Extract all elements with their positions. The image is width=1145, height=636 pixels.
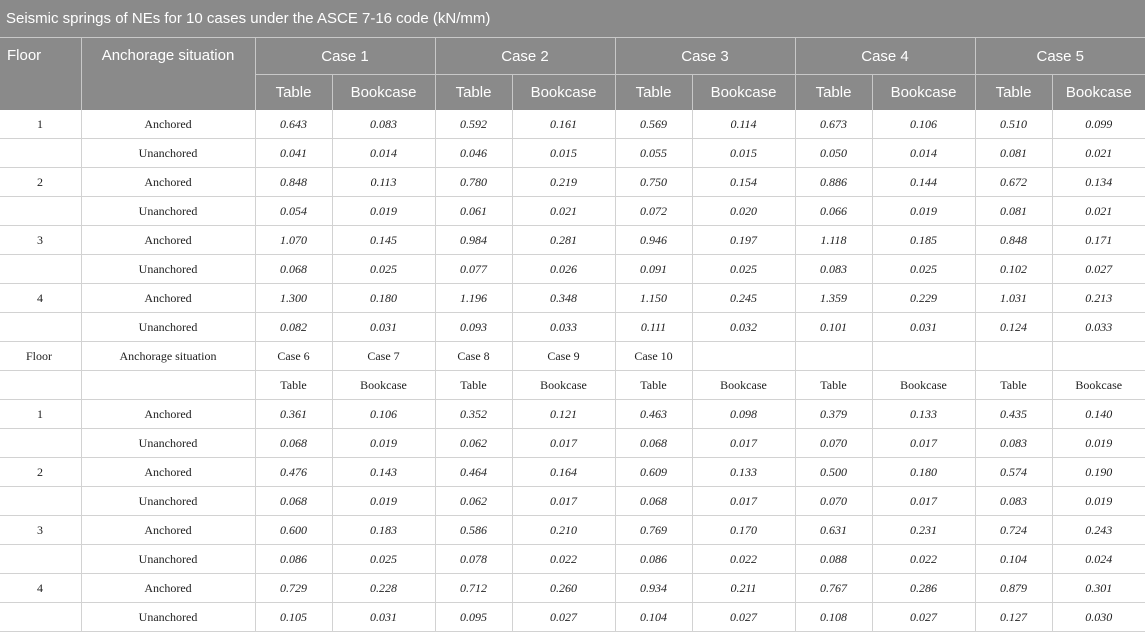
table-row xyxy=(0,458,1145,487)
subheader-cell xyxy=(81,371,255,400)
table-row xyxy=(0,429,1145,458)
value-cell: 1.359 xyxy=(795,284,872,313)
value-cell: 0.984 xyxy=(435,226,512,255)
table-row xyxy=(0,255,1145,284)
value-cell: 0.180 xyxy=(872,458,975,487)
value-cell: 0.088 xyxy=(795,545,872,574)
value-cell: 0.144 xyxy=(872,168,975,197)
value-cell: 0.026 xyxy=(512,255,615,284)
subheader-cell: Bookcase xyxy=(1052,371,1145,400)
value-cell: 0.015 xyxy=(512,139,615,168)
value-cell: 0.078 xyxy=(435,545,512,574)
anchorage-cell: Unanchored xyxy=(81,603,255,632)
value-cell: 0.027 xyxy=(512,603,615,632)
header-sub-bookcase: Bookcase xyxy=(692,75,795,111)
value-cell: 0.114 xyxy=(692,110,795,139)
value-cell: 0.033 xyxy=(512,313,615,342)
subheader-cell: Case 9 xyxy=(512,342,615,371)
subheader-cell xyxy=(1052,342,1145,371)
value-cell: 0.724 xyxy=(975,516,1052,545)
value-cell: 0.062 xyxy=(435,429,512,458)
table-body xyxy=(0,38,1145,632)
table-row xyxy=(0,603,1145,632)
subheader-cell xyxy=(975,342,1052,371)
value-cell: 0.143 xyxy=(332,458,435,487)
table-caption: Seismic springs of NEs for 10 cases under the ASCE 7-16 code (kN/mm) xyxy=(0,0,1145,38)
floor-cell: 3 xyxy=(0,516,81,545)
value-cell: 0.083 xyxy=(332,110,435,139)
value-cell: 0.017 xyxy=(872,487,975,516)
value-cell: 0.019 xyxy=(1052,487,1145,516)
value-cell: 0.081 xyxy=(975,139,1052,168)
header-sub-bookcase: Bookcase xyxy=(1052,75,1145,111)
header-sub-bookcase: Bookcase xyxy=(872,75,975,111)
value-cell: 0.093 xyxy=(435,313,512,342)
value-cell: 0.021 xyxy=(1052,139,1145,168)
value-cell: 0.014 xyxy=(872,139,975,168)
value-cell: 0.111 xyxy=(615,313,692,342)
floor-cell: 2 xyxy=(0,168,81,197)
value-cell: 0.041 xyxy=(255,139,332,168)
value-cell: 0.180 xyxy=(332,284,435,313)
anchorage-cell: Anchored xyxy=(81,284,255,313)
value-cell: 0.113 xyxy=(332,168,435,197)
floor-cell: 4 xyxy=(0,574,81,603)
table-row xyxy=(0,313,1145,342)
value-cell: 0.033 xyxy=(1052,313,1145,342)
table-row xyxy=(0,110,1145,139)
value-cell: 1.031 xyxy=(975,284,1052,313)
table-row xyxy=(0,545,1145,574)
floor-cell: 1 xyxy=(0,400,81,429)
value-cell: 0.946 xyxy=(615,226,692,255)
value-cell: 0.068 xyxy=(615,429,692,458)
header-case-1: Case 1 xyxy=(255,38,435,75)
subheader-cell: Table xyxy=(975,371,1052,400)
value-cell: 0.592 xyxy=(435,110,512,139)
anchorage-cell: Anchored xyxy=(81,226,255,255)
value-cell: 0.145 xyxy=(332,226,435,255)
value-cell: 0.077 xyxy=(435,255,512,284)
value-cell: 0.171 xyxy=(1052,226,1145,255)
value-cell: 0.030 xyxy=(1052,603,1145,632)
anchorage-cell: Anchored xyxy=(81,574,255,603)
value-cell: 0.219 xyxy=(512,168,615,197)
value-cell: 0.164 xyxy=(512,458,615,487)
table-row xyxy=(0,400,1145,429)
value-cell: 0.134 xyxy=(1052,168,1145,197)
value-cell: 0.027 xyxy=(692,603,795,632)
anchorage-cell: Anchored xyxy=(81,516,255,545)
subheader-cell: Bookcase xyxy=(332,371,435,400)
value-cell: 1.300 xyxy=(255,284,332,313)
value-cell: 0.025 xyxy=(332,255,435,284)
value-cell: 0.301 xyxy=(1052,574,1145,603)
subheader-cell: Case 8 xyxy=(435,342,512,371)
value-cell: 0.197 xyxy=(692,226,795,255)
value-cell: 1.118 xyxy=(795,226,872,255)
value-cell: 1.150 xyxy=(615,284,692,313)
value-cell: 0.127 xyxy=(975,603,1052,632)
subheader-cell xyxy=(0,371,81,400)
value-cell: 0.510 xyxy=(975,110,1052,139)
value-cell: 0.027 xyxy=(872,603,975,632)
header-case-5: Case 5 xyxy=(975,38,1145,75)
value-cell: 0.070 xyxy=(795,429,872,458)
value-cell: 0.083 xyxy=(975,487,1052,516)
value-cell: 0.643 xyxy=(255,110,332,139)
value-cell: 0.361 xyxy=(255,400,332,429)
floor-cell xyxy=(0,545,81,574)
anchorage-cell: Unanchored xyxy=(81,545,255,574)
value-cell: 0.017 xyxy=(512,429,615,458)
subheader-cell: Bookcase xyxy=(872,371,975,400)
value-cell: 0.154 xyxy=(692,168,795,197)
header-floor: Floor xyxy=(0,38,81,110)
subheader-cell: Table xyxy=(255,371,332,400)
floor-cell xyxy=(0,429,81,458)
value-cell: 0.061 xyxy=(435,197,512,226)
value-cell: 0.019 xyxy=(1052,429,1145,458)
value-cell: 0.281 xyxy=(512,226,615,255)
value-cell: 0.083 xyxy=(795,255,872,284)
value-cell: 1.070 xyxy=(255,226,332,255)
value-cell: 0.231 xyxy=(872,516,975,545)
subheader-cell: Table xyxy=(615,371,692,400)
value-cell: 0.031 xyxy=(332,603,435,632)
value-cell: 0.712 xyxy=(435,574,512,603)
value-cell: 0.672 xyxy=(975,168,1052,197)
value-cell: 0.185 xyxy=(872,226,975,255)
value-cell: 0.022 xyxy=(512,545,615,574)
value-cell: 0.050 xyxy=(795,139,872,168)
value-cell: 0.098 xyxy=(692,400,795,429)
value-cell: 0.379 xyxy=(795,400,872,429)
value-cell: 0.886 xyxy=(795,168,872,197)
anchorage-cell: Unanchored xyxy=(81,313,255,342)
value-cell: 0.025 xyxy=(692,255,795,284)
floor-cell xyxy=(0,313,81,342)
header-case-4: Case 4 xyxy=(795,38,975,75)
value-cell: 0.019 xyxy=(332,197,435,226)
subheader-cell: Case 10 xyxy=(615,342,692,371)
value-cell: 0.934 xyxy=(615,574,692,603)
anchorage-cell: Anchored xyxy=(81,110,255,139)
value-cell: 0.464 xyxy=(435,458,512,487)
anchorage-cell: Unanchored xyxy=(81,487,255,516)
value-cell: 0.879 xyxy=(975,574,1052,603)
value-cell: 0.108 xyxy=(795,603,872,632)
value-cell: 0.022 xyxy=(872,545,975,574)
subheader-cell: Bookcase xyxy=(512,371,615,400)
subheader-cell: Case 6 xyxy=(255,342,332,371)
value-cell: 0.161 xyxy=(512,110,615,139)
header-row-cases xyxy=(0,38,1145,75)
floor-cell xyxy=(0,139,81,168)
value-cell: 0.245 xyxy=(692,284,795,313)
value-cell: 0.104 xyxy=(615,603,692,632)
value-cell: 0.767 xyxy=(795,574,872,603)
value-cell: 0.017 xyxy=(692,487,795,516)
value-cell: 0.133 xyxy=(692,458,795,487)
value-cell: 0.017 xyxy=(872,429,975,458)
header-sub-table: Table xyxy=(615,75,692,111)
value-cell: 0.780 xyxy=(435,168,512,197)
table-row xyxy=(0,139,1145,168)
value-cell: 0.066 xyxy=(795,197,872,226)
anchorage-cell: Anchored xyxy=(81,400,255,429)
value-cell: 0.673 xyxy=(795,110,872,139)
subheader-cell xyxy=(795,342,872,371)
value-cell: 0.105 xyxy=(255,603,332,632)
value-cell: 0.021 xyxy=(512,197,615,226)
header-sub-table: Table xyxy=(255,75,332,111)
subheader-row xyxy=(0,342,1145,371)
springs-table xyxy=(0,38,1145,632)
value-cell: 0.055 xyxy=(615,139,692,168)
floor-cell: 3 xyxy=(0,226,81,255)
value-cell: 0.124 xyxy=(975,313,1052,342)
subheader-cell xyxy=(692,342,795,371)
value-cell: 0.631 xyxy=(795,516,872,545)
value-cell: 0.068 xyxy=(255,255,332,284)
value-cell: 0.769 xyxy=(615,516,692,545)
value-cell: 0.086 xyxy=(615,545,692,574)
value-cell: 0.072 xyxy=(615,197,692,226)
value-cell: 1.196 xyxy=(435,284,512,313)
subheader-cell: Anchorage situation xyxy=(81,342,255,371)
value-cell: 0.352 xyxy=(435,400,512,429)
floor-cell xyxy=(0,255,81,284)
value-cell: 0.068 xyxy=(615,487,692,516)
header-case-3: Case 3 xyxy=(615,38,795,75)
value-cell: 0.017 xyxy=(512,487,615,516)
value-cell: 0.095 xyxy=(435,603,512,632)
value-cell: 0.121 xyxy=(512,400,615,429)
value-cell: 0.170 xyxy=(692,516,795,545)
value-cell: 0.024 xyxy=(1052,545,1145,574)
value-cell: 0.054 xyxy=(255,197,332,226)
header-anchorage: Anchorage situation xyxy=(81,38,255,110)
value-cell: 0.025 xyxy=(872,255,975,284)
header-sub-table: Table xyxy=(435,75,512,111)
value-cell: 0.019 xyxy=(332,487,435,516)
table-row xyxy=(0,226,1145,255)
value-cell: 0.210 xyxy=(512,516,615,545)
header-case-2: Case 2 xyxy=(435,38,615,75)
anchorage-cell: Unanchored xyxy=(81,255,255,284)
subheader-cell: Table xyxy=(795,371,872,400)
header-sub-table: Table xyxy=(975,75,1052,111)
anchorage-cell: Unanchored xyxy=(81,197,255,226)
table-row xyxy=(0,574,1145,603)
floor-cell: 4 xyxy=(0,284,81,313)
value-cell: 0.133 xyxy=(872,400,975,429)
value-cell: 0.729 xyxy=(255,574,332,603)
value-cell: 0.022 xyxy=(692,545,795,574)
table-row xyxy=(0,487,1145,516)
value-cell: 0.081 xyxy=(975,197,1052,226)
value-cell: 0.032 xyxy=(692,313,795,342)
value-cell: 0.046 xyxy=(435,139,512,168)
value-cell: 0.015 xyxy=(692,139,795,168)
value-cell: 0.569 xyxy=(615,110,692,139)
value-cell: 0.229 xyxy=(872,284,975,313)
value-cell: 0.140 xyxy=(1052,400,1145,429)
value-cell: 0.021 xyxy=(1052,197,1145,226)
value-cell: 0.848 xyxy=(975,226,1052,255)
value-cell: 0.086 xyxy=(255,545,332,574)
table-row xyxy=(0,284,1145,313)
value-cell: 0.031 xyxy=(332,313,435,342)
floor-cell xyxy=(0,603,81,632)
value-cell: 0.019 xyxy=(332,429,435,458)
value-cell: 0.031 xyxy=(872,313,975,342)
value-cell: 0.286 xyxy=(872,574,975,603)
value-cell: 0.017 xyxy=(692,429,795,458)
value-cell: 0.750 xyxy=(615,168,692,197)
value-cell: 0.435 xyxy=(975,400,1052,429)
table-row xyxy=(0,197,1145,226)
header-sub-bookcase: Bookcase xyxy=(512,75,615,111)
value-cell: 0.848 xyxy=(255,168,332,197)
value-cell: 0.068 xyxy=(255,429,332,458)
subheader-cell: Case 7 xyxy=(332,342,435,371)
value-cell: 0.014 xyxy=(332,139,435,168)
table-row xyxy=(0,168,1145,197)
value-cell: 0.082 xyxy=(255,313,332,342)
table-row xyxy=(0,516,1145,545)
anchorage-cell: Unanchored xyxy=(81,429,255,458)
value-cell: 0.190 xyxy=(1052,458,1145,487)
value-cell: 0.243 xyxy=(1052,516,1145,545)
value-cell: 0.104 xyxy=(975,545,1052,574)
header-sub-table: Table xyxy=(795,75,872,111)
value-cell: 0.091 xyxy=(615,255,692,284)
anchorage-cell: Unanchored xyxy=(81,139,255,168)
value-cell: 0.101 xyxy=(795,313,872,342)
value-cell: 0.211 xyxy=(692,574,795,603)
value-cell: 0.070 xyxy=(795,487,872,516)
value-cell: 0.020 xyxy=(692,197,795,226)
floor-cell: 2 xyxy=(0,458,81,487)
floor-cell xyxy=(0,197,81,226)
value-cell: 0.500 xyxy=(795,458,872,487)
value-cell: 0.463 xyxy=(615,400,692,429)
value-cell: 0.062 xyxy=(435,487,512,516)
value-cell: 0.099 xyxy=(1052,110,1145,139)
value-cell: 0.025 xyxy=(332,545,435,574)
header-sub-bookcase: Bookcase xyxy=(332,75,435,111)
anchorage-cell: Anchored xyxy=(81,168,255,197)
value-cell: 0.102 xyxy=(975,255,1052,284)
value-cell: 0.228 xyxy=(332,574,435,603)
value-cell: 0.213 xyxy=(1052,284,1145,313)
value-cell: 0.476 xyxy=(255,458,332,487)
value-cell: 0.183 xyxy=(332,516,435,545)
subheader-cell xyxy=(872,342,975,371)
value-cell: 0.586 xyxy=(435,516,512,545)
value-cell: 0.609 xyxy=(615,458,692,487)
value-cell: 0.600 xyxy=(255,516,332,545)
value-cell: 0.348 xyxy=(512,284,615,313)
value-cell: 0.574 xyxy=(975,458,1052,487)
subheader-cell: Bookcase xyxy=(692,371,795,400)
value-cell: 0.083 xyxy=(975,429,1052,458)
value-cell: 0.106 xyxy=(872,110,975,139)
subheader-row xyxy=(0,371,1145,400)
value-cell: 0.260 xyxy=(512,574,615,603)
floor-cell: 1 xyxy=(0,110,81,139)
value-cell: 0.027 xyxy=(1052,255,1145,284)
value-cell: 0.106 xyxy=(332,400,435,429)
floor-cell xyxy=(0,487,81,516)
subheader-cell: Floor xyxy=(0,342,81,371)
subheader-cell: Table xyxy=(435,371,512,400)
value-cell: 0.019 xyxy=(872,197,975,226)
value-cell: 0.068 xyxy=(255,487,332,516)
anchorage-cell: Anchored xyxy=(81,458,255,487)
